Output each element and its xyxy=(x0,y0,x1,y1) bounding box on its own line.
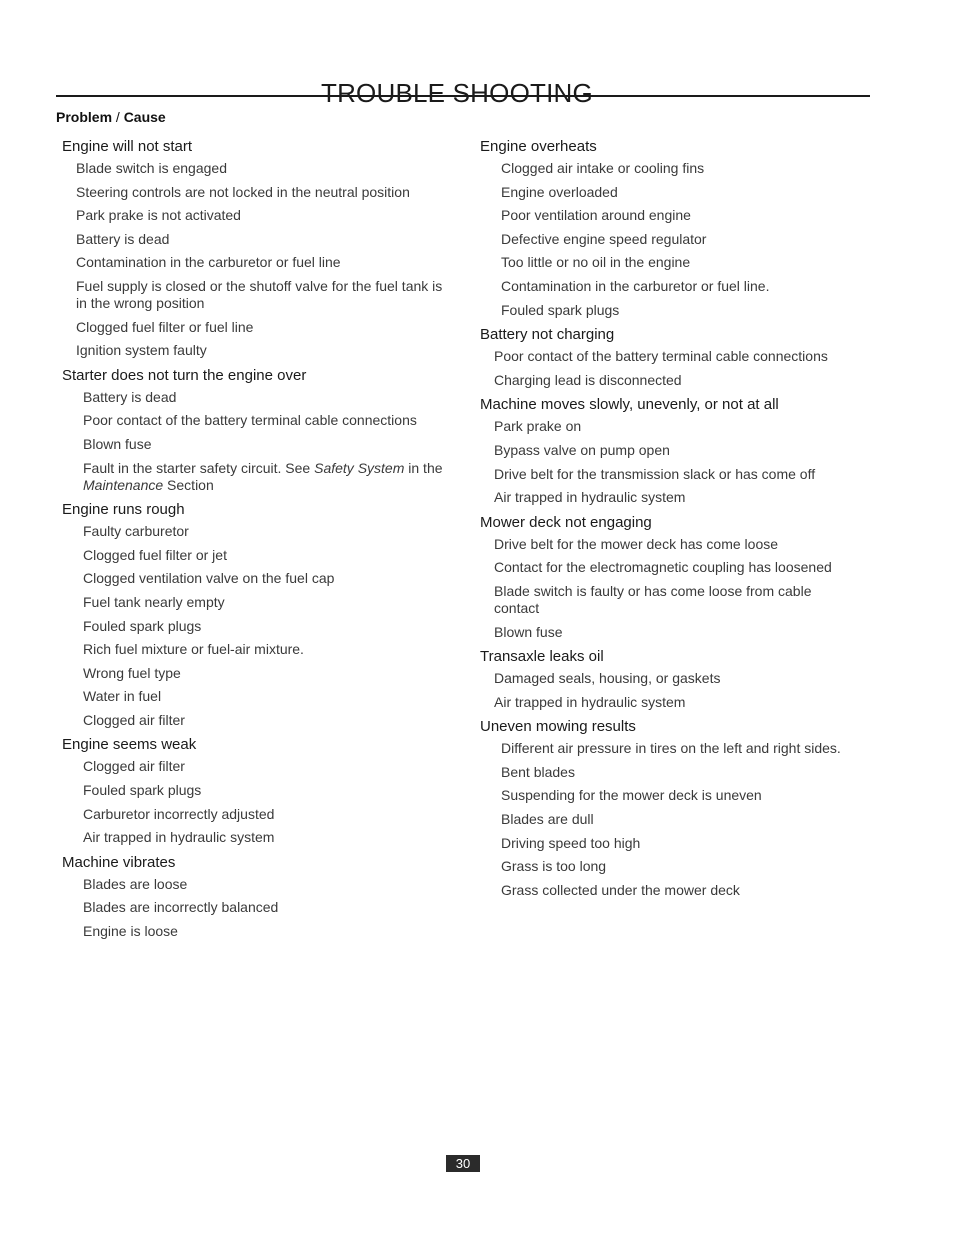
fault-text-post: Section xyxy=(163,476,214,493)
cause-item: Blown fuse xyxy=(83,435,152,452)
problem-heading: Engine runs rough xyxy=(62,501,185,519)
left-column xyxy=(62,137,452,947)
cause-item: Charging lead is disconnected xyxy=(494,371,682,388)
cause-item: Engine is loose xyxy=(83,923,178,940)
title-divider xyxy=(56,95,870,97)
cause-item: Blade switch is faulty or has come loose from cable contact xyxy=(494,582,812,616)
page-title: TROUBLE SHOOTING xyxy=(321,78,593,109)
problem-group-starter-does-not-turn xyxy=(62,366,452,494)
cause-list xyxy=(480,536,860,641)
cause-item: Steering controls are not locked in the neutral position xyxy=(76,183,410,200)
right-column xyxy=(480,137,860,905)
cause-item: Clogged air filter xyxy=(83,758,185,775)
fault-text-pre: Fault in the starter safety circuit. See xyxy=(83,459,315,476)
cause-list xyxy=(480,348,860,389)
cause-item: Blown fuse xyxy=(494,623,563,640)
cause-item: Contamination in the carburetor or fuel line xyxy=(76,254,341,271)
cause-item: Too little or no oil in the engine xyxy=(501,254,691,271)
problem-group-engine-runs-rough xyxy=(62,500,452,729)
problem-heading: Starter does not turn the engine over xyxy=(62,366,307,384)
header-separator: / xyxy=(112,109,124,125)
problem-heading: Mower deck not engaging xyxy=(480,513,652,531)
cause-list xyxy=(62,758,452,846)
cause-item-safety-circuit xyxy=(83,460,452,494)
column-header xyxy=(56,109,166,125)
problem-label: Problem xyxy=(56,109,113,125)
cause-item: Bypass valve on pump open xyxy=(494,441,670,458)
problem-group-engine-will-not-start xyxy=(62,137,452,359)
cause-item: Clogged fuel filter or jet xyxy=(83,546,227,563)
cause-item: Fouled spark plugs xyxy=(83,782,202,799)
cause-item: Defective engine speed regulator xyxy=(501,230,707,247)
cause-list xyxy=(62,389,452,494)
problem-group-mower-deck-not-engaging xyxy=(480,513,860,641)
fault-text-mid: in the xyxy=(404,459,443,476)
cause-item: Carburetor incorrectly adjusted xyxy=(83,805,275,822)
cause-item: Clogged fuel filter or fuel line xyxy=(76,318,254,335)
cause-item: Poor contact of the battery terminal cable connections xyxy=(494,348,828,365)
problem-heading: Engine seems weak xyxy=(62,736,197,754)
cause-item: Wrong fuel type xyxy=(83,664,181,681)
problem-group-machine-vibrates xyxy=(62,853,452,940)
cause-list xyxy=(62,876,452,940)
problem-heading: Battery not charging xyxy=(480,326,615,344)
cause-item: Fouled spark plugs xyxy=(83,617,202,634)
cause-item: Damaged seals, housing, or gaskets xyxy=(494,670,721,687)
problem-heading: Uneven mowing results xyxy=(480,718,636,736)
cause-item: Fuel supply is closed or the shutoff valve for the fuel tank is in the wrong position xyxy=(76,277,443,311)
cause-item: Blades are dull xyxy=(501,811,594,828)
cause-item: Clogged ventilation valve on the fuel cap xyxy=(83,570,335,587)
cause-list xyxy=(62,160,452,359)
problem-heading: Machine vibrates xyxy=(62,853,176,871)
cause-item: Driving speed too high xyxy=(501,834,641,851)
problem-group-engine-overheats xyxy=(480,137,860,319)
page-number-badge: 30 xyxy=(446,1155,480,1172)
cause-item: Clogged air filter xyxy=(83,711,185,728)
problem-heading: Engine will not start xyxy=(62,138,193,155)
cause-list xyxy=(480,740,860,899)
problem-group-battery-not-charging xyxy=(480,325,860,389)
cause-item: Faulty carburetor xyxy=(83,523,189,540)
safety-system-reference: Safety System xyxy=(314,459,405,476)
cause-item: Ignition system faulty xyxy=(76,342,207,359)
problem-heading: Machine moves slowly, unevenly, or not at all xyxy=(480,396,779,414)
cause-item: Battery is dead xyxy=(76,230,170,247)
cause-list xyxy=(480,160,860,319)
cause-item: Bent blades xyxy=(501,763,575,780)
cause-list xyxy=(480,418,860,506)
problem-group-uneven-mowing-results xyxy=(480,717,860,899)
problem-group-machine-moves-slowly xyxy=(480,395,860,506)
cause-item: Suspending for the mower deck is uneven xyxy=(501,787,762,804)
cause-item: Grass is too long xyxy=(501,858,607,875)
cause-item: Fuel tank nearly empty xyxy=(83,593,225,610)
cause-item: Blades are incorrectly balanced xyxy=(83,899,279,916)
cause-item: Blade switch is engaged xyxy=(76,160,227,176)
cause-item: Park prake is not activated xyxy=(76,207,241,224)
cause-label: Cause xyxy=(123,109,166,125)
problem-heading: Engine overheats xyxy=(480,138,597,155)
cause-item: Drive belt for the transmission slack or has come off xyxy=(494,465,816,482)
cause-item: Grass collected under the mower deck xyxy=(501,881,740,898)
cause-item: Rich fuel mixture or fuel-air mixture. xyxy=(83,641,304,658)
maintenance-reference: Maintenance xyxy=(83,476,164,493)
cause-item: Contamination in the carburetor or fuel line. xyxy=(501,277,770,294)
cause-item: Drive belt for the mower deck has come loose xyxy=(494,535,779,552)
cause-item: Air trapped in hydraulic system xyxy=(494,489,686,506)
cause-item: Air trapped in hydraulic system xyxy=(83,829,275,846)
cause-item: Clogged air intake or cooling fins xyxy=(501,160,705,176)
cause-item: Water in fuel xyxy=(83,688,162,705)
cause-item: Poor ventilation around engine xyxy=(501,207,691,224)
cause-item: Blades are loose xyxy=(83,875,188,892)
cause-list xyxy=(62,523,452,729)
cause-item: Contact for the electromagnetic coupling has loosened xyxy=(494,559,832,576)
cause-item: Different air pressure in tires on the left and right sides. xyxy=(501,740,841,757)
cause-item: Poor contact of the battery terminal cable connections xyxy=(83,412,417,429)
cause-item: Park prake on xyxy=(494,418,582,435)
cause-item: Fouled spark plugs xyxy=(501,301,620,318)
cause-item: Air trapped in hydraulic system xyxy=(494,693,686,710)
cause-item: Battery is dead xyxy=(83,388,177,405)
problem-heading: Transaxle leaks oil xyxy=(480,648,604,666)
problem-group-transaxle-leaks-oil xyxy=(480,647,860,711)
cause-item: Engine overloaded xyxy=(501,183,618,200)
problem-group-engine-seems-weak xyxy=(62,735,452,846)
cause-list xyxy=(480,670,860,711)
